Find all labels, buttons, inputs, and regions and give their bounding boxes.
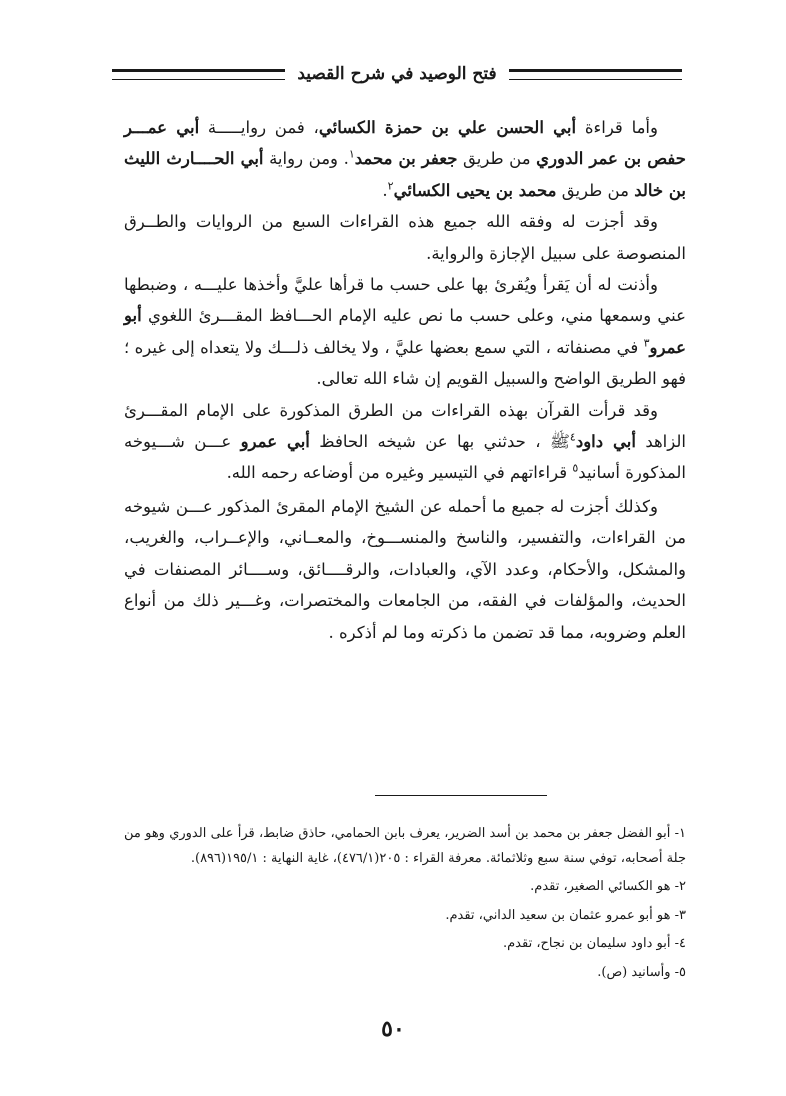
bold-name: أبي عمـــر حفص بن عمر الدوري [124, 118, 686, 169]
text-span: وأذنت له أن يَقرأ ويُقرئ بها على حسب ما قرأها عليَّ وأخذها عليـــه ، وضبطها عني وسمعها مني، وعلى حسب ما نص عليه الإمام الحـــافظ المقـــرئ اللغوي [124, 275, 686, 326]
text-span: في مصنفاته ، التي سمع بعضها عليَّ ، ولا يخالف ذلـــك ولا يتعداه إلى غيره ؛ فهو الطريق الواضح والسبيل القويم إن شاء الله تعالى. [124, 337, 686, 389]
bold-name: أبي داود [575, 432, 636, 452]
footnote-5: ٥- وأسانيد (ص). [597, 964, 686, 980]
footnote-4: ٤- أبو داود سليمان بن نجاح، تقدم. [503, 936, 686, 951]
text-span: . ومن رواية [263, 149, 349, 169]
paragraph-3 [124, 269, 686, 395]
paragraph-1 [124, 112, 686, 206]
text-span: ﷺ ، حدثني بها عن شيخه الحافظ [309, 432, 570, 452]
text-span: وأما قراءة [576, 118, 658, 137]
main-text [124, 112, 686, 648]
bold-name: محمد بن يحيى الكسائي [393, 180, 557, 200]
bold-name: أبي الحسن علي بن حمزة الكسائي [318, 118, 577, 137]
running-header [112, 60, 682, 88]
bold-name: جعفر بن محمد [354, 149, 458, 169]
text-span: قراءاتهم في التيسير وغيره من أوضاعه رحمه الله. [226, 463, 573, 483]
header-title: فتح الوصيد في شرح القصيد [297, 64, 497, 84]
footnote-separator [375, 795, 547, 796]
paragraph-5: وكذلك أجزت له جميع ما أحمله عن الشيخ الإمام المقرئ المذكور عـــن شيوخه من القراءات، والتفسير، والناسخ والمنســـوخ، والمعــاني، والإعــراب، والغريب، والمشكل، والأحكام، وعدد الآي، والعبادات، والرقــــائق، وســــائر المصنفات في الحديث، والمؤلفات في الفقه، من الجامعات والمختصرات، وغـــير ذلك من أنواع العلم وضروبه، مما قد تضمن ما ذكرته وما لم أذكره . [124, 496, 686, 642]
footnote-marker: ١ [348, 147, 355, 161]
footnote-marker: ٣ [643, 336, 650, 350]
text-span: من طريق [457, 149, 537, 169]
paragraph-4 [124, 395, 686, 489]
footnote-3: ٣- هو أبو عمرو عثمان بن سعيد الداني، تقدم. [445, 907, 686, 923]
footnote-2: ٢- هو الكسائي الصغير، تقدم. [530, 879, 686, 894]
page-number: ٥٠ [381, 1016, 405, 1042]
text-span: وقد قرأت القرآن بهذه القراءات من الطرق المذكورة على الإمام المقـــرئ الزاهد [124, 400, 686, 452]
paragraph-2: وقد أجزت له وفقه الله جميع هذه القراءات السبع من الروايات والطــرق المنصوصة على سبيل الإجازة والرواية. [124, 212, 686, 263]
footnote-marker: ٥ [572, 461, 579, 475]
text-span: ، فمن روايـــــة [199, 118, 319, 137]
bold-name: أبي عمرو [240, 432, 310, 452]
text-span: من طريق [556, 180, 635, 200]
bold-name: أبو عمرو [124, 306, 686, 357]
text-span: عـــن شـــيوخه المذكورة أسانيد [124, 432, 686, 483]
header-rule-right [509, 69, 682, 80]
footnote-marker: ٢ [387, 179, 394, 193]
header-rule-left [112, 69, 285, 80]
footnote-1: ١- أبو الفضل جعفر بن محمد بن أسد الضرير، يعرف بابن الحمامي، حاذق ضابط، قرأ على الدوري وهو من جلة أصحابه، توفي سنة سبع وثلاثمائة. معرفة القراء : ٢٠٥(٤٧٦/١)، غاية النهاية : ١٩٥/١(٨٩٦). [124, 826, 686, 866]
footnotes [124, 822, 686, 989]
footnote-marker: ٤ [569, 430, 576, 444]
bold-name: أبي الحــــارث الليث بن خالد [124, 149, 686, 200]
text-span: . [382, 180, 388, 200]
